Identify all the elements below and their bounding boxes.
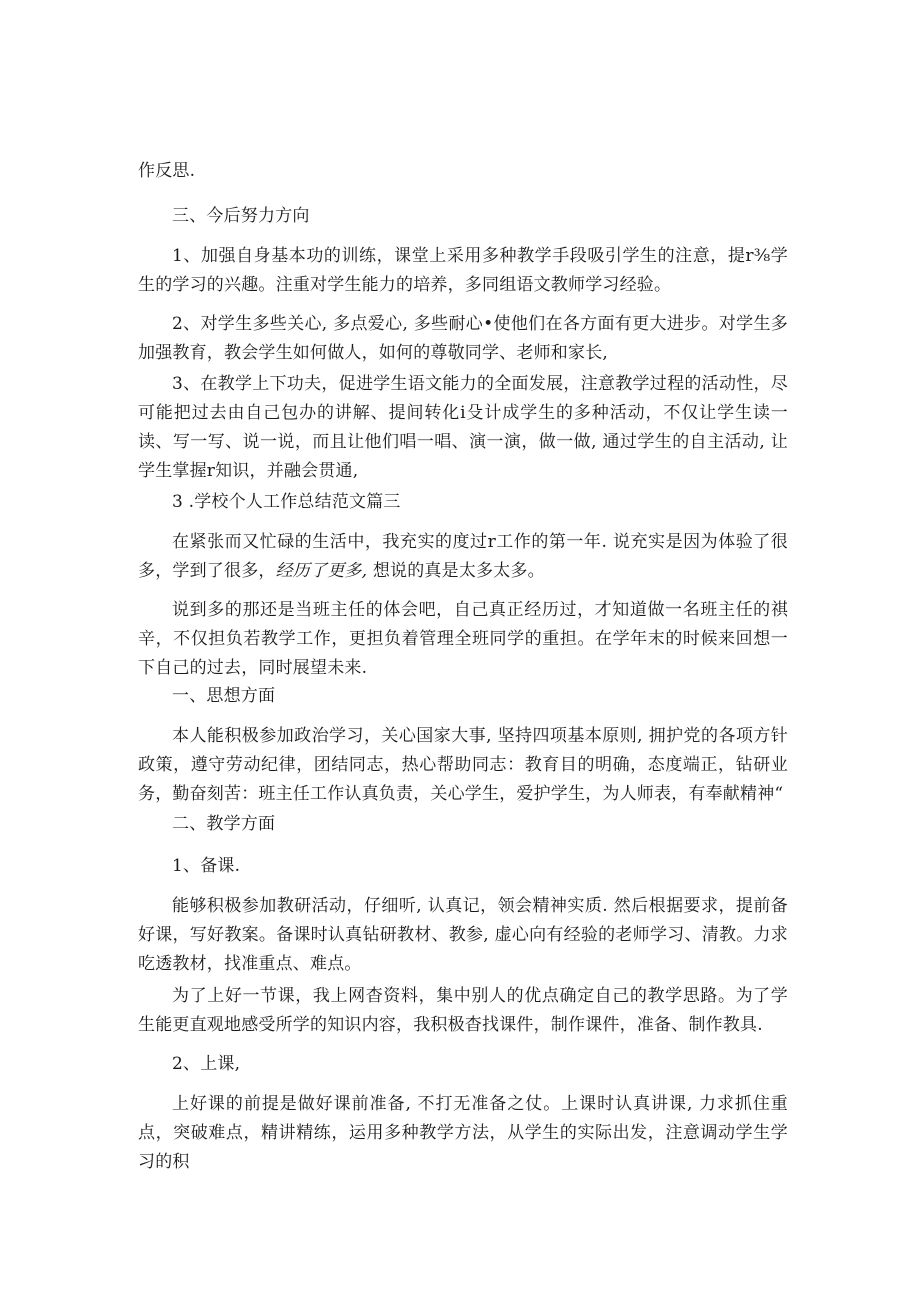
paragraph-intro-italic: 经历了更多, xyxy=(275,561,368,581)
paragraph-lesson-prep: 能够积极参加教研活动，仔细听, 认真记，领会精神实质. 然后根据要求，提前备好课，写好教案。备课时认真钻研教材、教参, 虚心向有经验的老师学习、清教。力求吃透教材，找准重点、难点。 xyxy=(138,896,788,974)
paragraph-class-teacher: 说到多的那还是当班主任的体会吧，自己真正经历过，才知道做一名班主任的祺辛，不仅担负若教学工作，更担负着管理全班同学的重担。在学年末的时候来回想一下自己的过去，同时展望未来. xyxy=(138,600,788,678)
paragraph-intro-text: 在紧张而又忙碌的生活中，我充实的度过r工作的第一年. 说充实是因为体验了很多，学到了很多， xyxy=(138,532,788,581)
paragraph-continuation: 作反思. xyxy=(138,161,196,181)
paragraph-class: 上好课的前提是做好课前准备, 不打无准备之仗。上课时认真讲课, 力求抓住重点，突破难点，精讲精练，运用多种教学方法，从学生的实际出发，注意调动学生学习的积 xyxy=(138,1094,788,1172)
section-heading-ideology: 一、思想方面 xyxy=(172,686,276,706)
paragraph-resources: 为了上好一节课，我上网杳资料，集中别人的优点确定自己的教学思路。为了学生能更直观地感受所学的知识内容，我积极杳找课件，制作课件，准备、制作教具. xyxy=(138,986,788,1035)
paragraph-item-1: 1、加强自身基本功的训练，课堂上采用多种教学手段吸引学生的注意，提r⅜学生的学习的兴趣。注重对学生能力的培养，多同组语文教师学习经验。 xyxy=(138,246,788,295)
section-heading-future-direction: 三、今后努力方向 xyxy=(172,206,310,226)
subheading-lesson-prep: 1、备课. xyxy=(172,856,241,876)
paragraph-ideology: 本人能积极参加政治学习，关心国家大事, 坚持四项基本原则, 拥护党的各项方针政策，遵守劳动纪律，团结同志，热心帮助同志：教育目的明确，态度端正，钻研业务，勤奋刻苦：班主任工作认真负责，关心学生，爱护学生，为人师表，有奉献精神“ xyxy=(138,726,788,804)
section-heading-teaching: 二、教学方面 xyxy=(172,814,276,834)
paragraph-item-3: 3、在教学上下功夫，促进学生语文能力的全面发展，注意教学过程的活动性，尽可能把过去由自己包办的讲解、提间转化i殳计成学生的多种活动，不仅让学生读一读、写一写、说一说，而且让他们唱一唱、演一演，做一做, 通过学生的自主活动, 让学生掌握r知识，并融会贯通, xyxy=(138,374,788,481)
paragraph-item-2: 2、对学生多些关心, 多点爱心, 多些耐心•使他们在各方面有更大进步。对学生多加强教育，教会学生如何做人，如何的尊敬同学、老师和家长, xyxy=(138,314,788,363)
article-heading-part-three: 3 .学校个人工作总结范文篇三 xyxy=(172,492,401,512)
paragraph-intro-end: 想说的真是太多太多。 xyxy=(367,561,545,581)
subheading-class: 2、上课, xyxy=(172,1054,241,1074)
paragraph-intro xyxy=(138,528,788,586)
